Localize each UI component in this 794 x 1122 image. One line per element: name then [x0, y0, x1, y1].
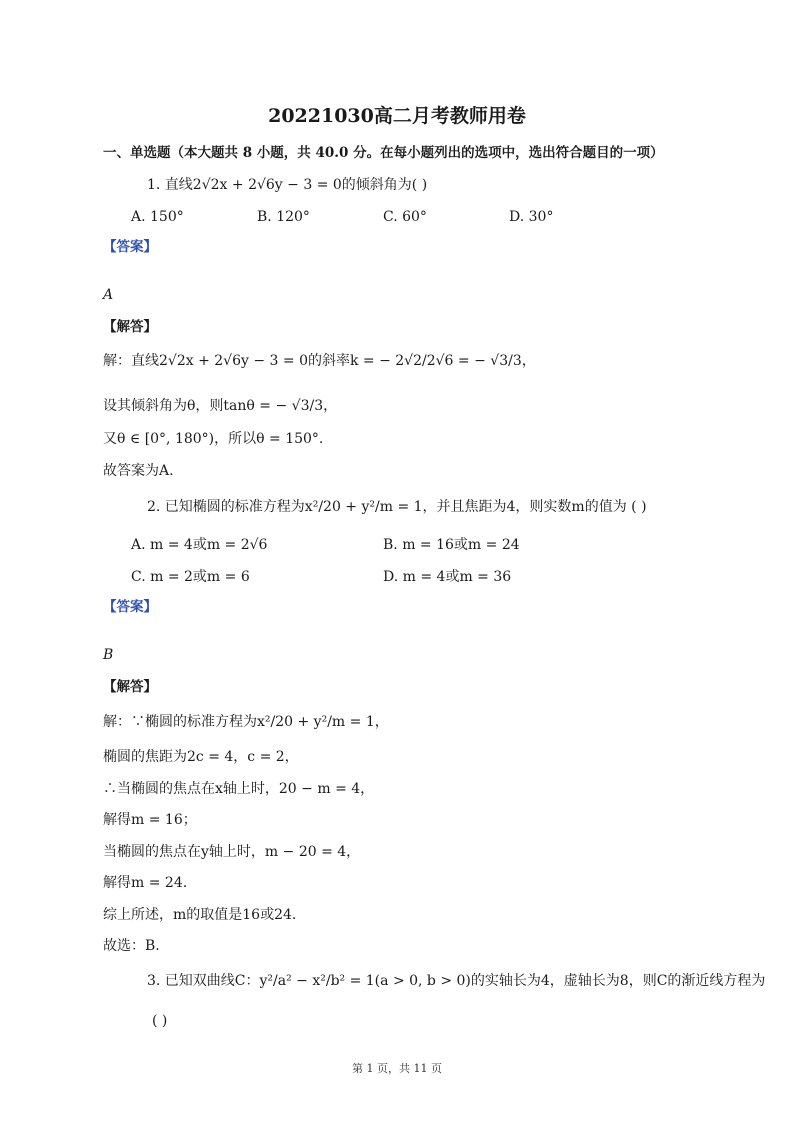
q1-solution-line: 设其倾斜角为θ，则tanθ = − √3/3，: [103, 398, 338, 414]
section-header: 一、单选题（本大题共 8 小题，共 40.0 分。在每小题列出的选项中，选出符合题目的一项）: [103, 145, 664, 161]
q2-solution-line: 椭圆的焦距为2c = 4，c = 2，: [103, 749, 299, 765]
q2-solution-tag: 【解答】: [103, 679, 157, 695]
q1-answer-tag: 【答案】: [103, 239, 157, 255]
question-2-stem: 2. 已知椭圆的标准方程为x²/20 + y²/m = 1，并且焦距为4，则实数m的值为 ( ): [147, 499, 647, 515]
q2-solution-line: 解得m = 24.: [103, 875, 188, 891]
q2-solution-line: 当椭圆的焦点在y轴上时，m − 20 = 4，: [103, 844, 361, 860]
q1-solution-line: 解：直线2√2x + 2√6y − 3 = 0的斜率k = − 2√2/2√6 = − √3/3，: [103, 353, 536, 369]
q2-solution-line: 解得m = 16；: [103, 812, 197, 828]
q2-option-c: C. m = 2或m = 6: [131, 569, 250, 585]
q1-solution-line: 又θ ∈ [0°, 180°)，所以θ = 150°.: [103, 431, 324, 447]
q1-solution-tag: 【解答】: [103, 319, 157, 335]
q1-option-c: C. 60°: [383, 209, 427, 225]
q1-answer-value: A: [103, 287, 114, 303]
q1-solution-line: 故答案为A.: [103, 463, 174, 479]
q2-option-d: D. m = 4或m = 36: [383, 569, 512, 585]
q2-solution-line: 综上所述，m的取值是16或24.: [103, 907, 297, 923]
q2-answer-value: B: [103, 647, 114, 663]
q1-option-a: A. 150°: [131, 209, 184, 225]
page-footer: 第 1 页，共 11 页: [352, 1062, 442, 1075]
question-3-stem-continued: ( ): [152, 1013, 168, 1029]
q1-option-b: B. 120°: [257, 209, 310, 225]
q2-solution-line: ∴当椭圆的焦点在x轴上时，20 − m = 4，: [103, 781, 375, 797]
q2-answer-tag: 【答案】: [103, 599, 157, 615]
q2-option-a: A. m = 4或m = 2√6: [131, 537, 268, 553]
q1-option-d: D. 30°: [509, 209, 554, 225]
question-3-stem: 3. 已知双曲线C：y²/a² − x²/b² = 1(a > 0, b > 0)的实轴长为4，虚轴长为8，则C的渐近线方程为: [147, 973, 766, 989]
q2-solution-line: 故选：B.: [103, 938, 160, 954]
q2-solution-line: 解：∵椭圆的标准方程为x²/20 + y²/m = 1，: [103, 714, 389, 730]
question-1-stem: 1. 直线2√2x + 2√6y − 3 = 0的倾斜角为( ): [147, 177, 428, 193]
q2-option-b: B. m = 16或m = 24: [383, 537, 520, 553]
page-title: 20221030高二月考教师用卷: [268, 105, 526, 127]
